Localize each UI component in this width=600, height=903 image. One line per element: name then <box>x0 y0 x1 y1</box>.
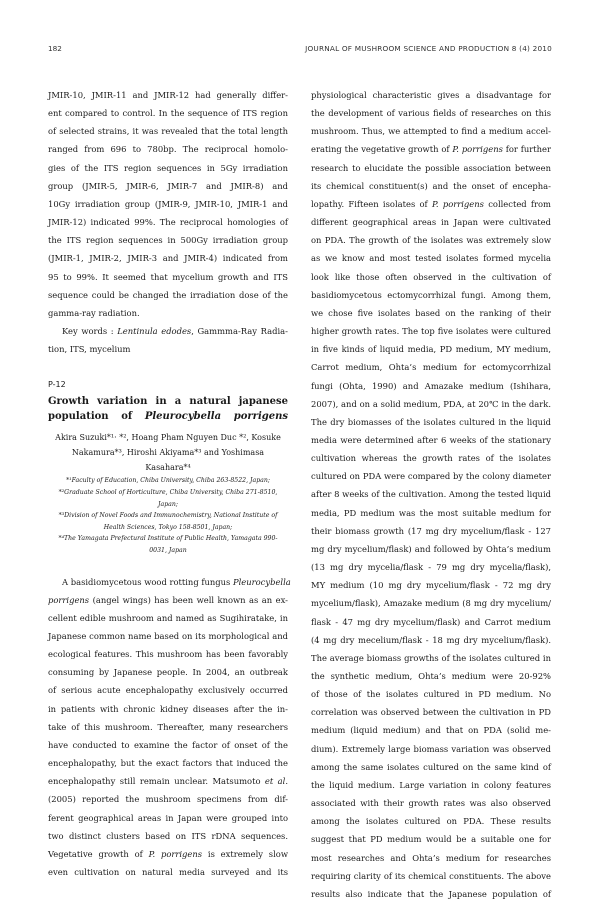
text-span: is extremely slow <box>202 848 288 859</box>
affiliation-line: *³Division of Novel Foods and Immunochemistry, National Institute of <box>58 512 278 520</box>
text-span: erating the vegetative growth of <box>311 144 453 155</box>
text-line: two distinct clusters based on ITS rDNA sequences. <box>48 830 288 841</box>
text-line: associated with their growth rates was also observed <box>311 798 551 809</box>
text-span: for further <box>502 144 552 155</box>
text-line: requiring clarity of its chemical constituents. The above <box>311 870 551 881</box>
text-line: fungi (Ohta, 1990) and Amazake medium (Ishihara, <box>311 380 551 391</box>
text-line: different geographical areas in Japan were cultivated <box>311 217 551 228</box>
text-line: The average biomass growths of the isolates cultured in <box>311 652 551 663</box>
species-name: P. porrigens <box>431 198 484 209</box>
text-line: cultured on PDA were compared by the colony diameter <box>311 471 551 482</box>
text-line: ecological features. This mushroom has been favorably <box>48 649 288 660</box>
text-line: we chose five isolates based on the ranking of their <box>311 307 551 318</box>
text-line: consuming by Japanese people. In 2004, an outbreak <box>48 667 288 678</box>
affiliation-line: *¹Faculty of Education, Chiba University, Chiba 263-8522, Japan; <box>66 477 270 485</box>
text-line: higher growth rates. The top five isolates were cultured <box>311 326 551 337</box>
text-line: JMIR-12) indicated 99%. The reciprocal homologies of <box>48 217 288 228</box>
text-line: mg dry mycelium/flask) and followed by Ohta’s medium <box>311 543 551 554</box>
text-line: flask - 47 mg dry mycelium/flask) and Carrot medium <box>311 616 551 627</box>
text-span: encephalopathy still remain unclear. Matsumoto <box>48 776 265 787</box>
text-line: gies of the ITS region sequences in 5Gy irradiation <box>48 162 288 173</box>
text-line: among the isolates cultured on PDA. These results <box>311 816 551 827</box>
text-line: their biomass growth (17 mg dry mycelium/flask - 127 <box>311 525 551 536</box>
affiliations <box>48 475 288 556</box>
keyword-species: Lentinula edodes <box>117 326 192 337</box>
text-line: medium (liquid medium) and that on PDA (solid me- <box>311 725 551 736</box>
text-line: encephalopathy, but the exact factors that induced the <box>48 758 288 769</box>
text-line <box>48 573 291 591</box>
text-line: (JMIR-1, JMIR-2, JMIR-3 and JMIR-4) indicated from <box>48 253 288 264</box>
text-line: ferent geographical areas in Japan were grouped into <box>48 812 288 823</box>
text-line: Carrot medium, Ohta’s medium for ectomycorrhizal <box>311 362 551 373</box>
text-line: look like those often observed in the cultivation of <box>311 271 551 282</box>
keywords-line <box>48 322 288 340</box>
text-line <box>48 591 288 609</box>
article-title <box>48 394 288 424</box>
text-line: as we know and most tested isolates formed mycelia <box>311 253 551 264</box>
keywords-line-2: tion, ITS, mycelium <box>48 344 131 355</box>
text-span: collected from <box>483 198 552 209</box>
keywords-label: Key words : <box>62 326 118 337</box>
text-line: the synthetic medium, Ohta’s medium were 20-92% <box>311 671 551 681</box>
text-line: cultivation whereas the growth rates of the isolates <box>311 453 551 464</box>
article-body-left <box>48 573 291 882</box>
text-line: in five kinds of liquid media, PD medium, MY medium, <box>311 344 551 355</box>
text-line: 10Gy irradiation group (JMIR-9, JMIR-10, JMIR-1 and <box>48 198 288 209</box>
text-span: A basidiomycetous wood rotting fungus <box>62 576 233 587</box>
text-line: 2007), and on a solid medium, PDA, at 20℃ in the dark. <box>311 398 551 409</box>
text-line <box>311 140 551 158</box>
text-line: correlation was observed between the cultivation in PD <box>311 707 551 718</box>
affiliation-line: Japan; <box>158 500 178 508</box>
text-line: gamma-ray radiation. <box>48 307 140 318</box>
text-line: the ITS region sequences in 500Gy irradiation group <box>48 235 288 246</box>
author-list <box>48 430 288 475</box>
text-line <box>48 772 288 790</box>
species-name: Pleurocybella <box>232 576 291 587</box>
title-line: Growth variation in a natural japanese <box>48 396 288 408</box>
text-line: most researches and Ohta’s medium for researches <box>311 852 551 863</box>
article-id: P-12 <box>48 380 66 390</box>
affiliation-line: *⁴The Yamagata Prefectural Institute of Public Health, Yamagata 990- <box>58 535 278 543</box>
text-line: even cultivation on natural media surveyed and its <box>48 867 288 877</box>
running-header <box>48 44 552 56</box>
text-line: MY medium (10 mg dry mycelium/flask - 72 mg dry <box>311 580 551 591</box>
author-line: Akira Suzuki*¹· *², Hoang Pham Nguyen Duc *², Kosuke <box>55 433 281 443</box>
text-line: dium). Extremely large biomass variation was observed <box>311 743 551 754</box>
text-span: lopathy. Fifteen isolates of <box>311 198 432 209</box>
text-line: of serious acute encephalopathy exclusively occurred <box>48 685 288 696</box>
species-name: porrigens <box>48 594 90 605</box>
keywords-rest: , Gammma-Ray Radia- <box>191 326 288 337</box>
text-line: among the same isolates cultured on the same kind of <box>311 761 551 772</box>
text-line: (13 mg dry mycelia/flask - 79 mg dry mycelia/flask), <box>311 562 551 573</box>
title-species: Pleurocybella porrigens <box>144 411 288 423</box>
text-line <box>48 845 288 863</box>
text-line: after 8 weeks of the cultivation. Among the tested liquid <box>311 489 551 500</box>
affiliation-line: *²Graduate School of Horticulture, Chiba University, Chiba 271-8510, <box>58 488 278 496</box>
species-name: P. porrigens <box>452 144 503 155</box>
title-line <box>48 409 288 424</box>
page-number: 182 <box>48 44 62 53</box>
text-line: (2005) reported the mushroom specimens from dif- <box>48 794 288 805</box>
text-line: on PDA. The growth of the isolates was extremely slow <box>311 235 551 246</box>
text-line: have conducted to examine the factor of onset of the <box>48 739 288 750</box>
text-line: The dry biomasses of the isolates cultured in the liquid <box>311 416 551 427</box>
text-line: media, PD medium was the most suitable medium for <box>311 507 551 518</box>
text-line: basidiomycetous ectomycorrhizal fungi. Among them, <box>311 289 551 300</box>
text-line: the liquid medium. Large variation in colony features <box>311 779 551 790</box>
text-line: (4 mg dry mecelium/flask - 18 mg dry mycelium/flask). <box>311 634 551 645</box>
right-column <box>311 86 551 903</box>
text-line <box>311 195 551 213</box>
text-line: ranged from 696 to 780bp. The reciprocal homolo- <box>48 144 288 155</box>
text-line: group (JMIR-5, JMIR-6, JMIR-7 and JMIR-8) and <box>48 180 288 191</box>
text-line: of those of the isolates cultured in PD medium. No <box>311 689 551 700</box>
text-line: suggest that PD medium would be a suitable one for <box>311 834 551 845</box>
affiliation-line: Health Sciences, Tokyo 158-8501, Japan; <box>103 523 233 531</box>
species-name: P. porrigens <box>148 848 203 859</box>
text-line: research to elucidate the possible association between <box>311 162 551 173</box>
text-line: physiological characteristic gives a disadvantage for <box>311 90 551 100</box>
affiliation-line: 0031, Japan <box>149 546 187 554</box>
text-span: (angel wings) has been well known as an ex- <box>89 594 288 605</box>
text-line: mushroom. Thus, we attempted to find a medium accel- <box>311 126 551 137</box>
text-line: sequence could be changed the irradiation dose of the <box>48 289 288 300</box>
text-line: JMIR-10, JMIR-11 and JMIR-12 had generally differ- <box>48 90 288 100</box>
text-line: take of this mushroom. Thereafter, many researchers <box>48 721 288 732</box>
journal-title: JOURNAL OF MUSHROOM SCIENCE AND PRODUCTION 8 (4) 2010 <box>305 44 552 53</box>
text-line: 95 to 99%. It seemed that mycelium growth and ITS <box>48 271 288 282</box>
title-plain: population of <box>48 411 145 423</box>
text-line: in patients with chronic kidney diseases after the in- <box>48 703 288 714</box>
citation-et-al: et al. <box>264 776 288 787</box>
text-line: media were determined after 6 weeks of the stationary <box>311 434 551 445</box>
text-line: cellent edible mushroom and named as Sugihiratake, in <box>48 612 288 623</box>
text-line: mycelium/flask), Amazake medium (8 mg dry mycelium/ <box>311 598 551 609</box>
text-line: Japanese common name based on its morphological and <box>48 630 288 641</box>
left-column <box>48 86 291 881</box>
text-span: Vegetative growth of <box>48 848 149 859</box>
author-line: Nakamura*³, Hiroshi Akiyama*³ and Yoshimasa Kasahara*⁴ <box>71 448 265 473</box>
text-line: results also indicate that the Japanese population of <box>311 888 551 899</box>
text-line: ent compared to control. In the sequence of ITS region <box>48 108 288 119</box>
text-line: its chemical constituent(s) and the onset of encepha- <box>311 180 551 191</box>
previous-abstract-text <box>48 86 288 358</box>
text-line: of selected strains, it was revealed that the total length <box>48 126 288 137</box>
text-line: the development of various fields of researches on this <box>311 108 551 119</box>
